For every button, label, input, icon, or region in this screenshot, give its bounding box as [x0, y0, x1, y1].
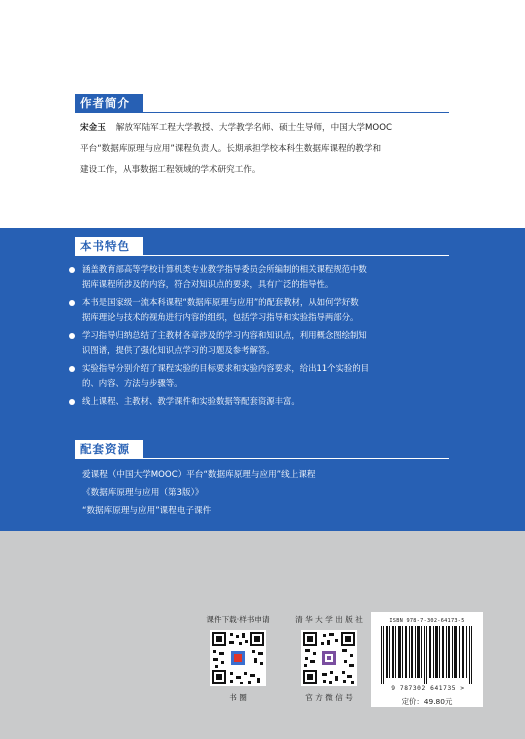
resource-item: 《数据库原理与应用（第3版）》 — [82, 488, 204, 498]
isbn-label: ISBN 978-7-302-64173-5 — [389, 618, 465, 624]
qr-code-icon — [210, 630, 266, 686]
resource-item: 爱课程（中国大学MOOC）平台“数据库原理与应用”线上课程 — [82, 470, 316, 480]
author-bio-line-1: 宋金玉 解放军陆军工程大学教授、大学教学名师、硕士生导师，中国大学MOOC — [80, 123, 392, 133]
author-bio-line-3: 建设工作，从事数据工程领域的学术研究工作。 — [80, 165, 261, 175]
bullet-dot-icon — [69, 399, 75, 405]
feature-item: 线上课程、主教材、教学课件和实验数据等配套资源丰富。 — [66, 394, 462, 409]
bullet-dot-icon — [69, 267, 75, 273]
feature-item: 涵盖教育部高等学校计算机类专业教学指导委员会所编制的相关课程规范中数 据库课程所涉及的内容，符合对知识点的要求，具有广泛的指导性。 — [66, 262, 462, 292]
resources-heading: 配套资源 — [75, 440, 143, 459]
author-heading: 作者简介 — [75, 94, 143, 113]
barcode-digits: 9 787302 641735 > — [391, 685, 465, 692]
isbn-barcode-box — [371, 612, 483, 707]
author-section — [0, 0, 525, 228]
qr-right-top-label: 清 华 大 学 出 版 社 — [295, 615, 363, 624]
qr-left-top-label: 课件下载·样书申请 — [206, 615, 270, 624]
features-list — [66, 262, 462, 409]
resources-list — [82, 466, 316, 520]
author-heading-rule — [143, 112, 449, 113]
features-heading: 本书特色 — [75, 237, 143, 256]
author-bio — [80, 118, 450, 181]
resource-item: “数据库原理与应用”课程电子课件 — [82, 506, 212, 516]
qr-right-bottom-label: 官 方 微 信 号 — [305, 693, 353, 702]
feature-item: 本书是国家级一流本科课程“数据库原理与应用”的配套教材，从如何学好数 据库理论与技术的视角进行内容的组织，包括学习指导和实验指导两部分。 — [66, 295, 462, 325]
qr-left-bottom-label: 书 圈 — [229, 693, 247, 702]
features-heading-rule — [143, 255, 449, 256]
bullet-dot-icon — [69, 366, 75, 372]
price: 定价：49.80元 — [401, 697, 453, 706]
author-bio-line-2: 平台“数据库原理与应用”课程负责人。长期承担学校本科生数据库课程的教学和 — [80, 144, 382, 154]
qr-code-icon — [301, 630, 357, 686]
resources-heading-rule — [143, 458, 449, 459]
feature-item: 实验指导分别介绍了课程实验的目标要求和实验内容要求，给出11个实验的目 的、内容、方法与步骤等。 — [66, 361, 462, 391]
feature-item: 学习指导归纳总结了主教材各章涉及的学习内容和知识点，利用概念图绘制知 识图谱，提供了强化知识点学习的习题及参考解答。 — [66, 328, 462, 358]
barcode-icon — [379, 626, 475, 684]
bullet-dot-icon — [69, 300, 75, 306]
author-name: 宋金玉 — [80, 123, 106, 133]
bullet-dot-icon — [69, 333, 75, 339]
